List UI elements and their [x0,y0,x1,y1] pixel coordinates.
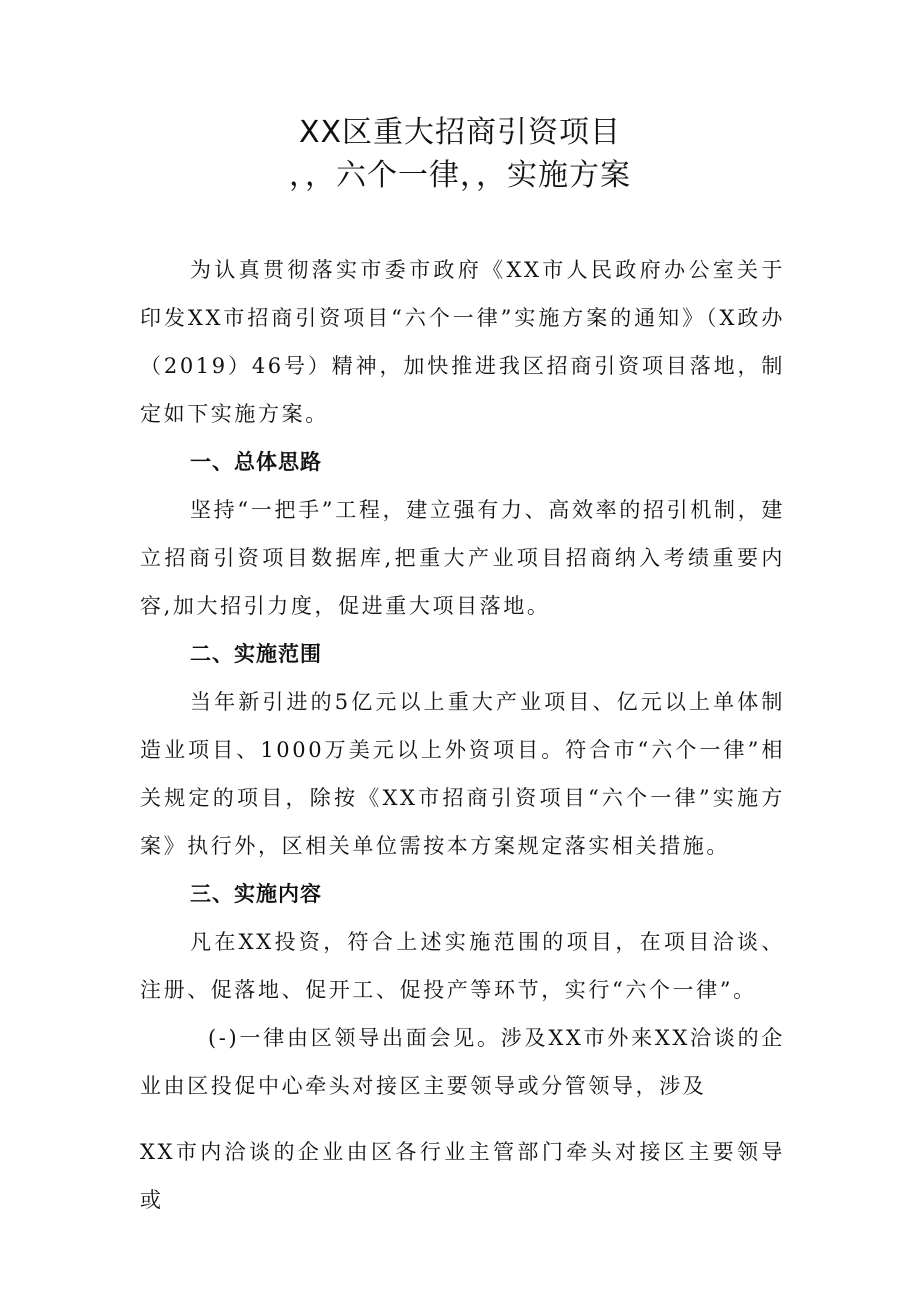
item-1-paragraph: (-)一律由区领导出面会见。涉及XX市外来XX洽谈的企业由区投促中心牵头对接区主要领导或分管领导，涉及 [140,1026,785,1098]
document-title [0,111,920,197]
title-line-1: XX区重大招商引资项目 [298,115,622,150]
section-3-heading: 三、实施内容 [190,882,322,906]
section-1-heading: 一、总体思路 [190,450,322,474]
intro-paragraph: 为认真贯彻落实市委市政府《XX市人民政府办公室关于印发XX市招商引资项目“六个一律”实施方案的通知》（X政办（2019）46号）精神，加快推进我区招商引资项目落地，制定如下实施方案。 [140,258,785,426]
title-line-2: ，，六个一律，，实施方案 [289,158,631,193]
section-2-heading: 二、实施范围 [190,642,322,666]
section-2-paragraph: 当年新引进的5亿元以上重大产业项目、亿元以上单体制造业项目、1000万美元以上外资项目。符合市“六个一律”相关规定的项目，除按《XX市招商引资项目“六个一律”实施方案》执行外，区相关单位需按本方案规定落实相关措施。 [140,690,785,858]
section-1-paragraph: 坚持“一把手”工程，建立强有力、高效率的招引机制，建立招商引资项目数据库,把重大产业项目招商纳入考绩重要内容,加大招引力度，促进重大项目落地。 [140,498,785,618]
document-body [140,246,785,1224]
continuation-paragraph: XX市内洽谈的企业由区各行业主管部门牵头对接区主要领导或 [140,1140,785,1212]
section-3-paragraph: 凡在XX投资，符合上述实施范围的项目，在项目洽谈、注册、促落地、促开工、促投产等环节，实行“六个一律”。 [140,930,785,1002]
paragraph-gap [140,1110,785,1128]
